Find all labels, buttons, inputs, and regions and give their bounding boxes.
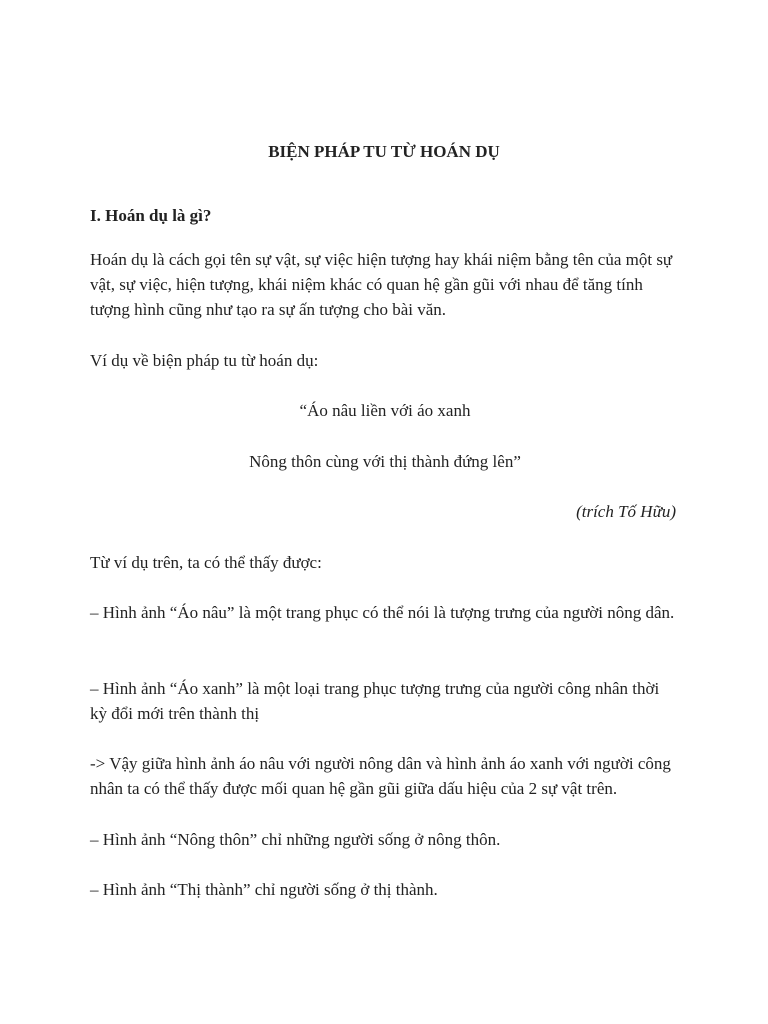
point-thi-thanh: – Hình ảnh “Thị thành” chỉ người sống ở thị thành. xyxy=(90,880,438,899)
definition-paragraph: Hoán dụ là cách gọi tên sự vật, sự việc hiện tượng hay khái niệm bằng tên của một sự vật, sự việc, hiện tượng, khái niệm khác có quan hệ gần gũi với nhau để tăng tính tượng hình cũng như tạo ra sự ấn tượng cho bài văn. xyxy=(90,250,673,319)
poem-line-2: Nông thôn cùng với thị thành đứng lên” xyxy=(249,452,521,471)
point-ao-xanh: – Hình ảnh “Áo xanh” là một loại trang phục tượng trưng của người công nhân thời kỳ đổi mới trên thành thị xyxy=(90,679,660,723)
point-nong-thon: – Hình ảnh “Nông thôn” chỉ những người sống ở nông thôn. xyxy=(90,830,501,849)
conclusion-paragraph: -> Vậy giữa hình ảnh áo nâu với người nông dân và hình ảnh áo xanh với người công nhân ta có thể thấy được mối quan hệ gần gũi giữa dấu hiệu của 2 sự vật trên. xyxy=(90,754,671,798)
analysis-intro: Từ ví dụ trên, ta có thể thấy được: xyxy=(90,553,322,572)
poem-line-1: “Áo nâu liền với áo xanh xyxy=(299,401,471,420)
point-ao-nau: – Hình ảnh “Áo nâu” là một trang phục có thể nói là tượng trưng của người nông dân. xyxy=(90,603,675,622)
document-title: BIỆN PHÁP TU TỪ HOÁN DỤ xyxy=(268,142,500,161)
section-heading: I. Hoán dụ là gì? xyxy=(90,206,212,225)
poem-source: (trích Tố Hữu) xyxy=(576,502,676,521)
example-intro: Ví dụ về biện pháp tu từ hoán dụ: xyxy=(90,351,319,370)
